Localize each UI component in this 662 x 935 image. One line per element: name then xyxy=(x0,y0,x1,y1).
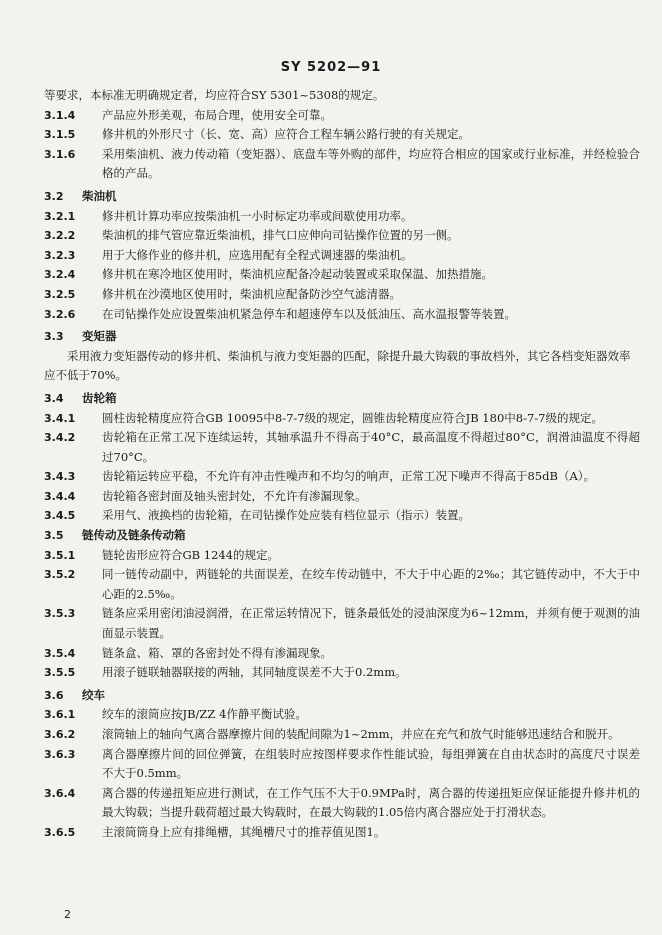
clause xyxy=(44,125,640,145)
clauses-3-6 xyxy=(44,705,640,842)
clause-text: 采用气、液换档的齿轮箱，在司钻操作处应装有档位显示（指示）装置。 xyxy=(102,508,470,523)
page-number: 2 xyxy=(64,908,71,921)
clause-text: 柴油机的排气管应靠近柴油机，排气口应伸向司钻操作位置的另一侧。 xyxy=(102,228,459,243)
clause xyxy=(44,305,640,325)
clause-text: 采用柴油机、液力传动箱（变矩器）、底盘车等外购的部件，均应符合相应的国家或行业标准，并经检验合格的产品。 xyxy=(102,146,640,181)
clauses-3-1 xyxy=(44,106,640,184)
section-number: 3.6 xyxy=(44,688,64,702)
clause-number: 3.4.2 xyxy=(44,431,76,445)
clause-text: 链条应采用密闭油浸润滑，在正常运转情况下，链条最低处的浸油深度为6~12mm，并须有便于观测的油面显示装置。 xyxy=(102,606,640,641)
clause xyxy=(44,246,640,266)
clause-number: 3.2.1 xyxy=(44,209,76,223)
section-number: 3.4 xyxy=(44,391,64,405)
clause xyxy=(44,409,640,429)
section-heading xyxy=(44,526,640,546)
clause xyxy=(44,604,640,643)
clause-number: 3.4.1 xyxy=(44,411,76,425)
section-heading xyxy=(44,187,640,207)
clause-number: 3.1.5 xyxy=(44,128,76,142)
clause xyxy=(44,725,640,745)
clause xyxy=(44,506,640,526)
clause-text: 离合器的传递扭矩应进行测试，在工作气压不大于0.9MPa时，离合器的传递扭矩应保证能提升修井机的最大钩载；当提升载荷超过最大钩载时，在最大钩载的1.05倍内离合器应处于打滑状态。 xyxy=(102,785,640,820)
clause-number: 3.6.2 xyxy=(44,728,76,741)
paragraph-3-3: 采用液力变矩器传动的修井机、柴油机与液力变矩器的匹配，除提升最大钩载的事故档外，其它各档变矩器效率应不低于70%。 xyxy=(44,348,631,383)
clause-number: 3.2.4 xyxy=(44,268,76,282)
clause xyxy=(44,207,640,227)
clause xyxy=(44,663,640,683)
clause-text: 在司钻操作处应设置柴油机紧急停车和超速停车以及低油压、高水温报警等装置。 xyxy=(102,306,516,321)
clause-number: 3.5.1 xyxy=(44,548,76,562)
clause xyxy=(44,546,640,566)
clauses-3-5 xyxy=(44,546,640,683)
clause-text: 同一链传动副中，两链轮的共面误差，在绞车传动链中，不大于中心距的2‰；其它链传动中，不大于中心距的2.5‰。 xyxy=(102,567,640,601)
clause xyxy=(44,705,640,725)
clause-text: 绞车的滚筒应按JB/ZZ 4作静平衡试验。 xyxy=(102,707,307,722)
clause-number: 3.5.2 xyxy=(44,568,76,582)
clause-text: 修井机计算功率应按柴油机一小时标定功率或间歇使用功率。 xyxy=(102,208,413,223)
clause-number: 3.6.5 xyxy=(44,825,76,839)
section-heading xyxy=(44,389,640,409)
clause-text: 齿轮箱运转应平稳，不允许有冲击性噪声和不均匀的响声，正常工况下噪声不得高于85dB（A）。 xyxy=(102,469,595,484)
clause-text: 修井机在寒冷地区使用时，柴油机应配备冷起动装置或采取保温、加热措施。 xyxy=(102,267,493,282)
clause-number: 3.6.3 xyxy=(44,747,76,761)
clause-text: 产品应外形美观，布局合理，使用安全可靠。 xyxy=(102,107,332,122)
clause-text: 离合器摩擦片间的回位弹簧，在组装时应按图样要求作性能试验，每组弹簧在自由状态时的高度尺寸误差不大于0.5mm。 xyxy=(102,746,640,781)
clause xyxy=(44,265,640,285)
clause-text: 修井机的外形尺寸（长、宽、高）应符合工程车辆公路行驶的有关规定。 xyxy=(102,127,470,142)
clause-number: 3.4.4 xyxy=(44,489,76,503)
clause-text: 链轮齿形应符合GB 1244的规定。 xyxy=(102,547,280,562)
clause-number: 3.6.1 xyxy=(44,708,76,722)
clause-number: 3.2.2 xyxy=(44,229,76,243)
clause xyxy=(44,823,640,843)
clause-number: 3.5.5 xyxy=(44,666,76,680)
section-title: 柴油机 xyxy=(82,188,117,203)
clause-text: 主滚筒筒身上应有排绳槽，其绳槽尺寸的推荐值见图1。 xyxy=(102,824,386,839)
clause-text: 修井机在沙漠地区使用时，柴油机应配备防沙空气滤清器。 xyxy=(102,286,401,301)
section-title: 绞车 xyxy=(82,687,105,702)
clause-number: 3.2.6 xyxy=(44,307,76,321)
section-number: 3.3 xyxy=(44,330,64,344)
clause-number: 3.5.4 xyxy=(44,646,76,660)
clause-text: 齿轮箱各密封面及轴头密封处，不允许有渗漏现象。 xyxy=(102,488,367,503)
clause xyxy=(44,428,640,467)
section-title: 变矩器 xyxy=(82,329,117,344)
clause-text: 圆柱齿轮精度应符合GB 10095中8-7-7级的规定，圆锥齿轮精度应符合JB 180中8-7-7级的规定。 xyxy=(102,410,603,425)
clause-number: 3.2.3 xyxy=(44,248,76,262)
clause xyxy=(44,644,640,664)
section-heading xyxy=(44,327,640,347)
clause xyxy=(44,226,640,246)
clause-number: 3.4.5 xyxy=(44,509,76,523)
section-heading xyxy=(44,686,640,706)
clause-number: 3.6.4 xyxy=(44,786,76,800)
section-title: 链传动及链条传动箱 xyxy=(82,528,186,543)
clause-text: 链条盒、箱、罩的各密封处不得有渗漏现象。 xyxy=(102,645,332,660)
clause-number: 3.1.4 xyxy=(44,108,76,122)
clause xyxy=(44,285,640,305)
clause-text: 用滚子链联轴器联接的两轴，其同轴度误差不大于0.2mm。 xyxy=(102,665,407,680)
clause-number: 3.1.6 xyxy=(44,147,76,161)
clause xyxy=(44,784,640,823)
clauses-3-2 xyxy=(44,207,640,325)
clause xyxy=(44,106,640,126)
clause-number: 3.5.3 xyxy=(44,607,76,621)
clause-text: 齿轮箱在正常工况下连续运转，其轴承温升不得高于40°C，最高温度不得超过80°C，润滑油温度不得超过70°C。 xyxy=(102,430,640,464)
clauses-3-4 xyxy=(44,409,640,527)
clause-text: 滚筒轴上的轴向气离合器摩擦片间的装配间隙为1~2mm，并应在充气和放气时能够迅速结合和脱开。 xyxy=(102,727,620,741)
standard-code-header: SY 5202—91 xyxy=(280,60,382,75)
clause xyxy=(44,745,640,784)
clause xyxy=(44,145,640,184)
section-number: 3.5 xyxy=(44,529,64,543)
clause xyxy=(44,467,640,487)
clause-number: 3.2.5 xyxy=(44,287,76,301)
document-body xyxy=(44,86,640,843)
clause-text: 用于大修作业的修井机，应选用配有全程式调速器的柴油机。 xyxy=(102,247,413,262)
clause-number: 3.4.3 xyxy=(44,470,76,484)
section-title: 齿轮箱 xyxy=(82,390,117,405)
lead-paragraph: 等要求，本标准无明确规定者，均应符合SY 5301~5308的规定。 xyxy=(44,88,385,102)
section-number: 3.2 xyxy=(44,189,64,203)
clause xyxy=(44,565,640,604)
clause xyxy=(44,487,640,507)
